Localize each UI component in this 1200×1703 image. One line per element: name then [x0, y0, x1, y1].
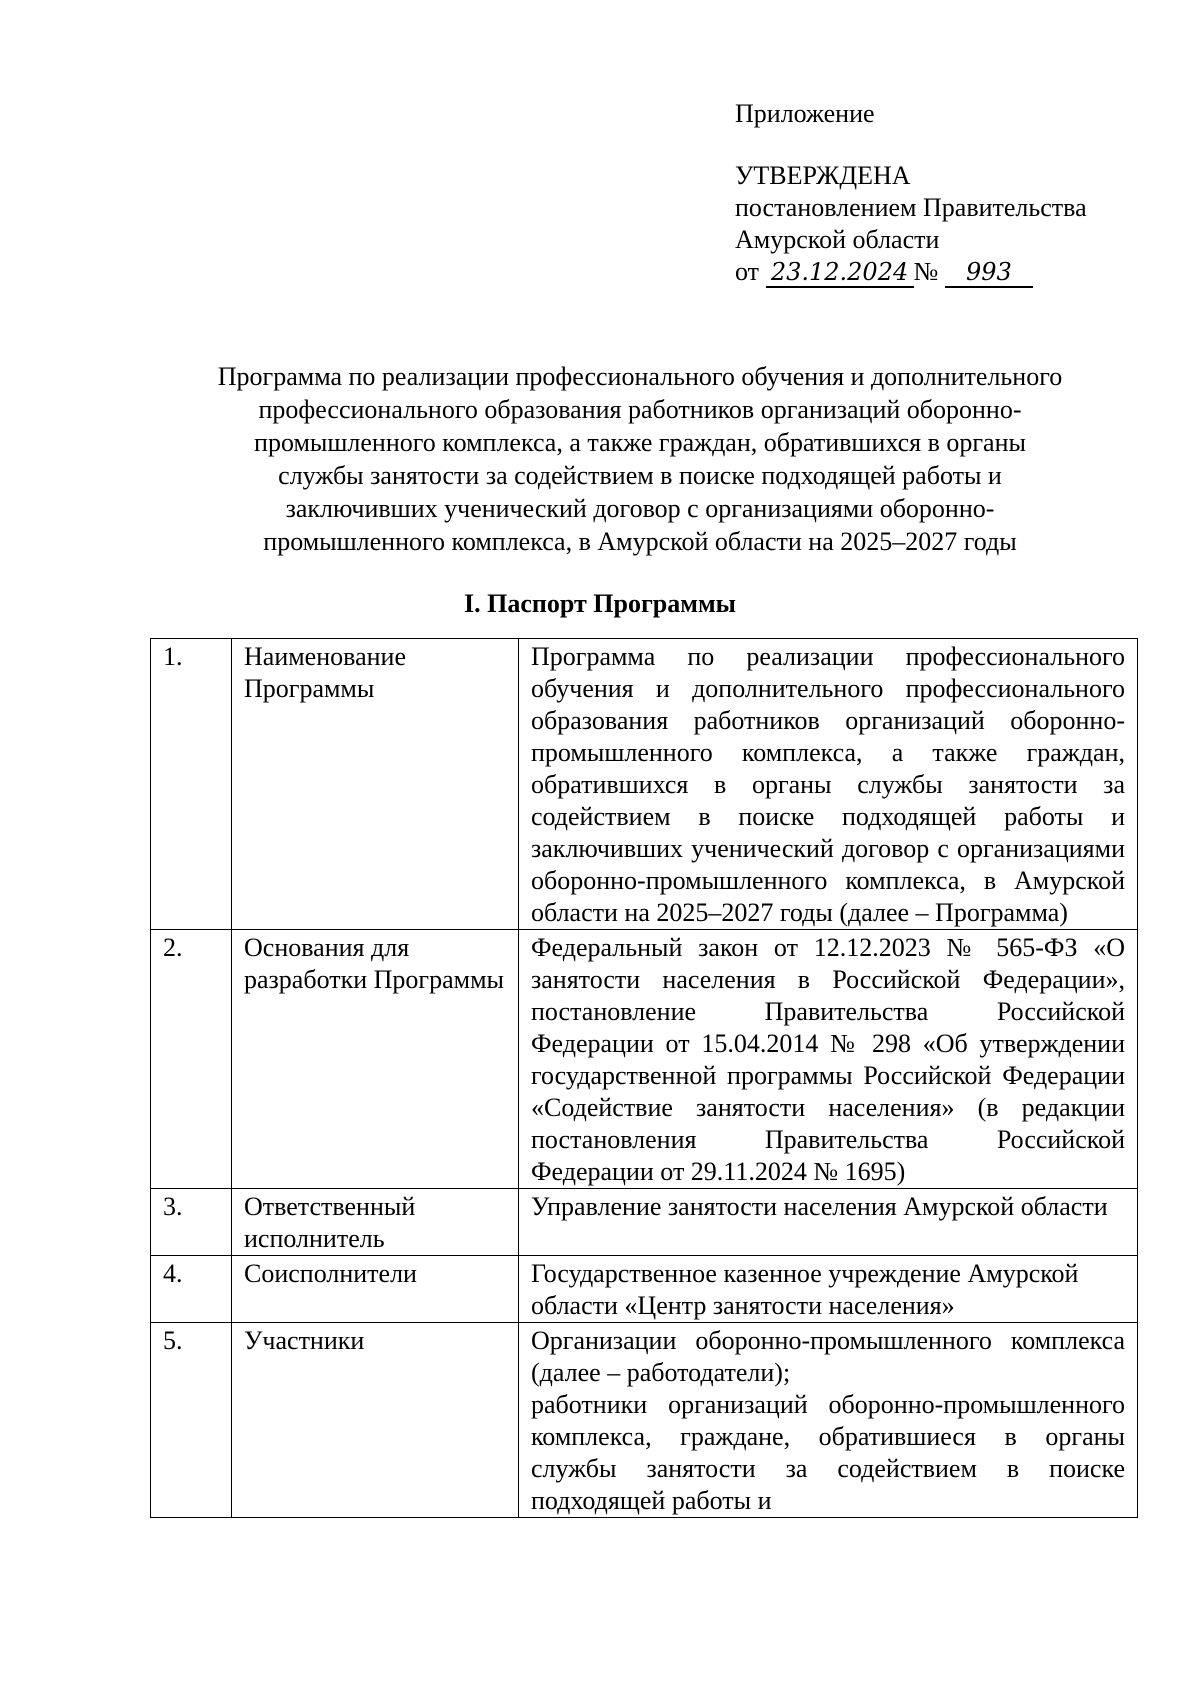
row-name: Основания для разработки Программы: [232, 930, 519, 1189]
row-value: Управление занятости населения Амурской области: [519, 1189, 1138, 1256]
program-title: [150, 360, 1130, 558]
section-heading: I. Паспорт Программы: [464, 589, 736, 618]
row-number: 1.: [151, 639, 232, 930]
row-value: Федеральный закон от 12.12.2023 № 565-ФЗ «О занятости населения в Российской Федерации», постановление Правительства Российской Федерации от 15.04.2014 № 298 «Об утверждении государственной программы Российской Федерации «Содействие занятости населения» (в редакции постановления Правительства Российской Федерации от 29.11.2024 № 1695): [519, 930, 1138, 1189]
decree-line-2: Амурской области: [735, 225, 940, 254]
participants-line: Организации оборонно-промышленного комплекса (далее – работодатели);: [531, 1326, 1125, 1387]
row-number: 4.: [151, 1256, 232, 1323]
table-row: [151, 1189, 1138, 1256]
title-line: Программа по реализации профессионального обучения и дополнительного: [217, 362, 1063, 391]
row-value: Программа по реализации профессионального обучения и дополнительного профессионального образования работников организаций оборонно-промышленного комплекса, а также граждан, обратившихся в органы службы занятости за содействием в поиске подходящей работы и заключивших ученический договор с организациями оборонно-промышленного комплекса, в Амурской области на 2025–2027 годы (далее – Программа): [519, 639, 1138, 930]
table-row: [151, 1256, 1138, 1323]
number-sign: №: [913, 257, 939, 286]
row-name: Соисполнители: [232, 1256, 519, 1323]
decree-date-number: [735, 256, 1087, 288]
title-line: промышленного комплекса, а также граждан, обратившихся в органы: [254, 428, 1026, 457]
approval-block: [735, 98, 1087, 288]
row-number: 3.: [151, 1189, 232, 1256]
title-line: промышленного комплекса, в Амурской области на 2025–2027 годы: [263, 527, 1017, 556]
row-number: 2.: [151, 930, 232, 1189]
decree-date: 23.12.2024: [766, 258, 914, 288]
title-line: профессионального образования работников организаций оборонно-: [258, 395, 1022, 424]
row-name: Участники: [232, 1323, 519, 1518]
row-name: Наименование Программы: [232, 639, 519, 930]
row-name: Ответственный исполнитель: [232, 1189, 519, 1256]
passport-table: [150, 638, 1138, 1518]
decree-line-1: постановлением Правительства: [735, 193, 1087, 222]
participants-line: работники организаций оборонно-промышленного комплекса, граждане, обратившиеся в органы службы занятости за содействием в поиске подходящей работы и: [531, 1390, 1125, 1515]
table-row: [151, 930, 1138, 1189]
table-row: [151, 639, 1138, 930]
row-number: 5.: [151, 1323, 232, 1518]
row-value: Государственное казенное учреждение Амурской области «Центр занятости населения»: [519, 1256, 1138, 1323]
appendix-label: Приложение: [735, 99, 875, 128]
approved-label: УТВЕРЖДЕНА: [735, 161, 911, 190]
row-value: [519, 1323, 1138, 1518]
title-line: службы занятости за содействием в поиске подходящей работы и: [278, 461, 1002, 490]
decree-number: 993: [945, 258, 1033, 288]
title-line: заключивших ученический договор с организациями оборонно-: [285, 494, 995, 523]
table-row: [151, 1323, 1138, 1518]
date-prefix: от: [735, 257, 760, 286]
